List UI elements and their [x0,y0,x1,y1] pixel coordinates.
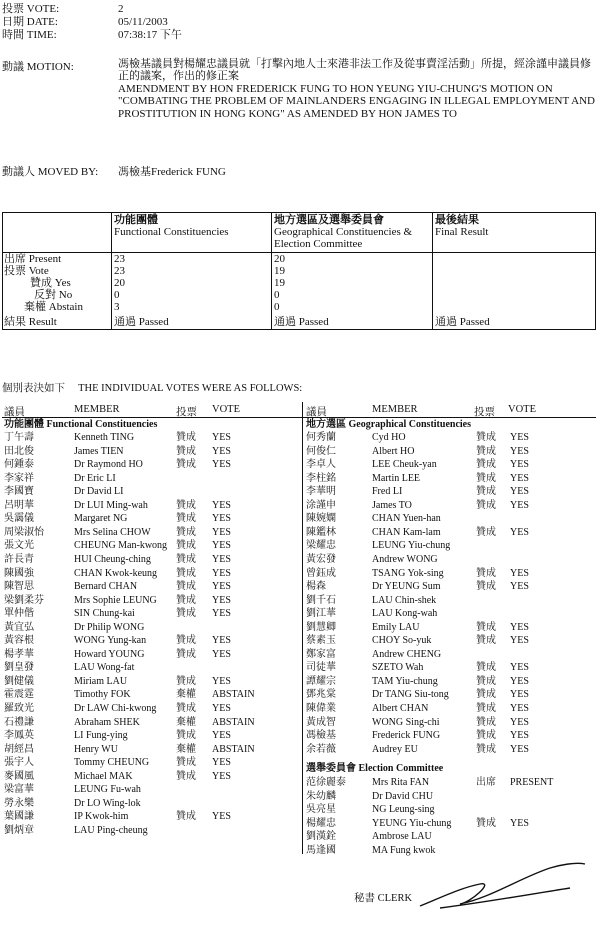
member-name-en: Fred LI [372,486,403,498]
member-name-zh: 何鍾泰 [4,459,34,471]
gc-member-row [0,500,600,512]
votes-header-underline [2,417,596,418]
member-name-zh: 陳婉嫻 [306,513,336,525]
gc-member-row [0,662,600,674]
vote-number-label: 投票 VOTE: [2,3,60,15]
member-name-en: Dr Philip WONG [74,621,145,633]
member-name-zh: 吳亮星 [306,804,336,816]
member-name-zh: 陳智思 [4,581,34,593]
gc-member-row [0,540,600,552]
vote-zh: 贊成 [476,432,496,443]
vote-zh: 贊成 [476,526,496,538]
vote-en: YES [212,581,231,593]
member-name-zh: 劉千石 [306,594,336,606]
member-name-zh: 馮檢基 [306,730,336,742]
member-name-zh: 李國寶 [4,486,34,498]
gc-member-row [0,676,600,688]
member-name-en: Dr LAW Chi-kwong [74,703,157,714]
member-name-en: NG Leung-sing [372,804,435,816]
gc-member-row [0,486,600,498]
motion-text [118,58,598,120]
member-name-en: MA Fung kwok [372,844,436,856]
member-name-zh: 周梁淑怡 [4,526,44,538]
member-name-zh: 梁耀忠 [306,540,336,552]
member-name-en: Tommy CHEUNG [74,757,150,769]
member-name-en: Dr Eric LI [74,472,116,484]
member-name-en: LAU Kong-wah [372,608,438,620]
left-header-vote-zh: 投票 [176,407,197,418]
member-name-en: TAM Yiu-chung [372,675,438,687]
signature-scribble [400,858,590,918]
col-final-en: Final Result [435,226,489,238]
vote-zh: 贊成 [176,635,196,647]
member-name-en: Margaret NG [74,513,128,525]
motion-text-line: AMENDMENT BY HON FREDERICK FUNG TO HON YEUNG YIU-CHUNG'S MOTION ON "COMBATING THE PROBLEM OF MAINLANDERS ENGAGING IN ILLEGAL EMPLOYMENT AND PROSTITUTION IN HONG KONG" AS AMENDED BY HON JAMES TO [118,82,595,120]
member-name-en: Andrew CHENG [372,648,442,660]
vote-zh: 贊成 [176,499,196,511]
member-name-zh: 朱幼麟 [306,790,336,802]
member-name-en: LEE Cheuk-yan [372,459,437,471]
motion-text-line: 馮檢基議員對楊耀忠議員就「打擊內地人士來港非法工作及從事賣淫活動」所提，經涂謹申議員修正的議案，作出的修正案 [118,58,591,83]
vote-en: YES [212,445,231,457]
member-name-en: LAU Chin-shek [372,594,437,606]
gc-member-row [0,622,600,634]
member-name-zh: 黃宜弘 [4,621,34,633]
election-committee-heading: 選舉委員會 Election Committee [306,763,444,775]
member-name-zh: 譚耀宗 [306,675,336,687]
gc-member-row [0,581,600,593]
vote-en: ABSTAIN [212,689,255,701]
member-name-en: CHAN Kam-lam [372,526,441,538]
vote-zh: 贊成 [476,472,496,484]
summary-row-label: 反對 No [34,289,73,301]
geographical-constituencies-heading: 地方選區 Geographical Constituencies [306,419,471,430]
vote-zh: 贊成 [476,499,496,511]
col-fc-en: Functional Constituencies [114,226,229,238]
left-header-member-zh: 議員 [4,407,25,418]
member-name-zh: 石禮謙 [4,716,34,728]
vote-zh: 贊成 [476,662,496,674]
summary-fc-value: 0 [114,289,120,301]
vote-en: YES [510,472,529,484]
gc-member-row [0,703,600,715]
vote-en: YES [212,608,231,620]
vote-zh: 贊成 [176,567,196,579]
vote-en: YES [212,513,231,525]
col-fc-zh: 功能團體 [114,214,158,226]
vote-en: YES [510,689,529,701]
member-name-en: IP Kwok-him [74,811,129,823]
vote-en: YES [510,445,529,457]
member-name-en: Howard YOUNG [74,648,145,660]
vote-zh: 贊成 [176,581,196,593]
member-name-zh: 楊孝華 [4,648,34,660]
clerk-label: 秘書 CLERK [354,893,413,904]
ec-member-row [0,791,600,803]
vote-zh: 贊成 [476,621,496,633]
vote-zh: 出席 [476,777,496,789]
summary-final-value: 通過 Passed [435,316,490,328]
member-name-zh: 何俊仁 [306,445,336,457]
vote-zh: 贊成 [476,675,496,687]
member-name-zh: 劉健儀 [4,675,34,687]
summary-fc-value: 3 [114,301,120,313]
member-name-zh: 范徐麗泰 [306,777,346,789]
col-final-zh: 最後結果 [435,214,479,226]
ec-member-row [0,804,600,816]
vote-zh: 贊成 [476,716,496,728]
member-name-en: Martin LEE [372,472,421,484]
vote-zh: 贊成 [176,770,196,782]
member-name-zh: 司徒華 [306,662,336,674]
member-name-en: SZETO Wah [372,662,424,674]
member-name-en: Andrew WONG [372,553,438,565]
member-name-zh: 余若薇 [306,743,336,755]
vote-en: YES [510,675,529,687]
member-name-zh: 李華明 [306,486,336,498]
member-name-en: CHEUNG Man-kwong [74,540,168,552]
member-name-en: Cyd HO [372,432,406,443]
vote-en: YES [510,817,529,829]
gc-member-row [0,568,600,580]
right-header-vote-zh: 投票 [474,407,495,418]
right-header-member-zh: 議員 [306,407,327,418]
col-gc-en2: Election Committee [274,238,363,250]
member-name-zh: 黃容根 [4,635,34,647]
ec-member-row [0,818,600,830]
left-header-vote-en: VOTE [212,404,240,415]
member-name-zh: 霍震霆 [4,689,34,701]
vote-zh: 贊成 [176,526,196,538]
vote-en: YES [212,703,231,714]
member-name-zh: 鄭家富 [306,648,336,660]
vote-zh: 贊成 [176,513,196,525]
member-name-zh: 楊耀忠 [306,817,336,829]
gc-member-row [0,513,600,525]
vote-zh: 贊成 [476,743,496,755]
vote-zh: 贊成 [176,594,196,606]
gc-member-row [0,608,600,620]
member-name-zh: 葉國謙 [4,811,34,823]
vote-zh: 贊成 [476,703,496,714]
member-name-en: Albert CHAN [372,703,429,714]
member-name-en: Mrs Rita FAN [372,777,430,789]
member-name-en: Dr David CHU [372,790,434,802]
vote-en: YES [212,635,231,647]
individual-votes-intro: 個別表決如下 THE INDIVIDUAL VOTES WERE AS FOLLOWS: [2,383,303,394]
summary-gc-value: 20 [274,253,285,265]
member-name-en: SIN Chung-kai [74,608,135,620]
vote-en: YES [212,730,231,742]
member-name-en: LAU Wong-fat [74,662,135,674]
gc-member-row [0,432,600,444]
member-name-en: Audrey EU [372,743,418,755]
vote-en: YES [510,459,529,471]
member-name-en: Dr David LI [74,486,124,498]
member-name-zh: 何秀蘭 [306,432,336,443]
member-name-zh: 黃成智 [306,716,336,728]
member-name-en: CHOY So-yuk [372,635,432,647]
member-name-zh: 曾鈺成 [306,567,336,579]
vote-en: YES [510,730,529,742]
gc-member-row [0,554,600,566]
member-name-en: James TO [372,499,412,511]
vote-en: YES [212,567,231,579]
member-name-zh: 勞永樂 [4,797,34,809]
summary-row-label: 贊成 Yes [30,277,71,289]
vote-en: YES [510,703,529,714]
date-value: 05/11/2003 [118,16,168,28]
vote-en: YES [212,594,231,606]
vote-zh: 贊成 [176,553,196,565]
vote-en: YES [212,540,231,552]
vote-zh: 贊成 [476,730,496,742]
vote-en: YES [510,662,529,674]
member-name-en: Emily LAU [372,621,420,633]
member-name-zh: 黃宏發 [306,553,336,565]
vote-en: YES [212,499,231,511]
vote-en: YES [510,621,529,633]
vote-zh: 贊成 [176,675,196,687]
member-name-zh: 陳偉業 [306,703,336,714]
summary-header-divider [2,252,596,253]
vote-zh: 贊成 [176,648,196,660]
vote-zh: 贊成 [176,459,196,471]
vote-en: YES [212,526,231,538]
member-name-zh: 劉皇發 [4,662,34,674]
member-name-en: Dr YEUNG Sum [372,581,441,593]
vote-zh: 贊成 [176,703,196,714]
vote-zh: 贊成 [476,445,496,457]
summary-gc-value: 19 [274,265,285,277]
gc-member-row [0,527,600,539]
member-name-en: Dr Raymond HO [74,459,143,471]
member-name-en: Dr LO Wing-lok [74,797,141,809]
summary-fc-value: 23 [114,253,125,265]
member-name-zh: 陳國強 [4,567,34,579]
summary-divider-3 [432,212,433,330]
mover-value: 馮檢基Frederick FUNG [118,166,226,178]
member-name-zh: 張文光 [4,540,34,552]
member-name-en: CHAN Kwok-keung [74,567,158,579]
right-header-member-en: MEMBER [372,404,418,415]
vote-zh: 贊成 [176,608,196,620]
member-name-zh: 梁劉柔芬 [4,594,44,606]
summary-row-label: 投票 Vote [4,265,49,277]
vote-zh: 棄權 [176,716,196,728]
vote-zh: 贊成 [476,486,496,498]
vote-en: ABSTAIN [212,716,255,728]
summary-gc-value: 通過 Passed [274,316,329,328]
vote-number-value: 2 [118,3,124,15]
vote-zh: 棄權 [176,743,196,755]
vote-zh: 棄權 [176,689,196,701]
member-name-en: LEUNG Yiu-chung [372,540,451,552]
member-name-en: WONG Sing-chi [372,716,440,728]
vote-zh: 贊成 [476,689,496,701]
member-name-en: WONG Yung-kan [74,635,147,647]
member-name-en: LEUNG Fu-wah [74,784,141,796]
member-name-zh: 麥國風 [4,770,34,782]
member-name-en: Ambrose LAU [372,831,432,843]
vote-en: ABSTAIN [212,743,255,755]
vote-en: YES [212,757,231,769]
member-name-zh: 吳靄儀 [4,513,34,525]
member-name-en: LI Fung-ying [74,730,128,742]
gc-member-row [0,717,600,729]
member-name-zh: 羅致光 [4,703,34,714]
vote-en: YES [212,811,231,823]
member-name-zh: 李卓人 [306,459,336,471]
functional-constituencies-heading: 功能團體 Functional Constituencies [4,419,158,430]
member-name-zh: 楊森 [306,581,326,593]
member-name-en: HUI Cheung-ching [74,553,151,565]
time-label: 時間 TIME: [2,29,57,41]
gc-member-row [0,473,600,485]
member-name-zh: 陳鑑林 [306,526,336,538]
left-header-member-en: MEMBER [74,404,120,415]
ec-member-row [0,845,600,857]
member-name-en: Henry WU [74,743,118,755]
member-name-zh: 劉慧卿 [306,621,336,633]
vote-zh: 贊成 [476,567,496,579]
member-name-zh: 李鳳英 [4,730,34,742]
summary-fc-value: 20 [114,277,125,289]
gc-member-row [0,649,600,661]
gc-member-row [0,446,600,458]
motion-label: 動議 MOTION: [2,61,74,73]
member-name-en: Frederick FUNG [372,730,441,742]
col-gc-en1: Geographical Constituencies & [274,226,413,238]
summary-gc-value: 0 [274,289,280,301]
vote-en: YES [510,432,529,443]
vote-zh: 贊成 [476,635,496,647]
vote-en: YES [510,581,529,593]
vote-en: YES [212,459,231,471]
member-name-en: LAU Ping-cheung [74,824,148,836]
vote-en: YES [510,567,529,579]
summary-fc-value: 通過 Passed [114,316,169,328]
vote-en: YES [510,635,529,647]
member-name-zh: 蔡素玉 [306,635,336,647]
vote-en: YES [212,553,231,565]
member-name-en: Dr TANG Siu-tong [372,689,449,701]
member-name-en: Kenneth TING [74,432,135,443]
vote-zh: 贊成 [176,730,196,742]
member-name-zh: 胡經昌 [4,743,34,755]
vote-en: YES [510,526,529,538]
vote-zh: 贊成 [176,811,196,823]
vote-en: YES [510,486,529,498]
gc-member-row [0,744,600,756]
summary-row-label: 結果 Result [4,316,57,328]
vote-en: YES [510,743,529,755]
summary-divider-2 [271,212,272,330]
summary-divider-1 [111,212,112,330]
member-name-zh: 李柱銘 [306,472,336,484]
summary-row-label: 出席 Present [4,253,62,265]
member-name-zh: 梁富華 [4,784,34,796]
member-name-zh: 田北俊 [4,445,34,457]
member-name-zh: 涂謹申 [306,499,336,511]
vote-en: YES [510,499,529,511]
member-name-zh: 單仲偕 [4,608,34,620]
member-name-en: Abraham SHEK [74,716,140,728]
vote-zh: 贊成 [176,540,196,552]
member-name-en: Mrs Sophie LEUNG [74,594,157,606]
vote-zh: 贊成 [476,817,496,829]
vote-en: PRESENT [510,777,554,789]
time-value: 07:38:17 下午 [118,29,182,41]
vote-zh: 贊成 [176,757,196,769]
member-name-zh: 張宇人 [4,757,34,769]
member-name-en: James TIEN [74,445,124,457]
member-name-en: Miriam LAU [74,675,128,687]
summary-table [2,212,597,330]
vote-zh: 贊成 [176,445,196,457]
member-name-zh: 馬逢國 [306,844,336,856]
date-label: 日期 DATE: [2,16,58,28]
member-name-en: Michael MAK [74,770,133,782]
member-name-zh: 劉漢銓 [306,831,336,843]
member-name-zh: 丁午壽 [4,432,34,443]
summary-fc-value: 23 [114,265,125,277]
member-name-zh: 李家祥 [4,472,34,484]
gc-member-row [0,689,600,701]
member-name-en: Albert HO [372,445,415,457]
right-header-vote-en: VOTE [508,404,536,415]
vote-zh: 贊成 [476,459,496,471]
member-name-en: Bernard CHAN [74,581,138,593]
member-name-en: Mrs Selina CHOW [74,526,151,538]
member-name-zh: 劉江華 [306,608,336,620]
member-name-en: YEUNG Yiu-chung [372,817,452,829]
member-name-zh: 許長青 [4,553,34,565]
member-name-zh: 鄧兆棠 [306,689,336,701]
mover-row [2,163,226,179]
vote-en: YES [510,716,529,728]
fc-member-row [0,757,600,769]
vote-en: YES [212,675,231,687]
member-name-zh: 劉炳章 [4,824,34,836]
member-name-en: Dr LUI Ming-wah [74,499,148,511]
vote-zh: 贊成 [476,581,496,593]
ec-member-row [0,777,600,789]
member-name-en: TSANG Yok-sing [372,567,444,579]
ec-member-row [0,831,600,843]
member-name-en: CHAN Yuen-han [372,513,441,525]
gc-member-row [0,459,600,471]
gc-member-row [0,730,600,742]
summary-row-label: 棄權 Abstain [24,301,83,313]
vote-en: YES [212,648,231,660]
summary-gc-value: 19 [274,277,285,289]
summary-gc-value: 0 [274,301,280,313]
gc-member-row [0,595,600,607]
vote-zh: 贊成 [176,432,196,443]
gc-member-row [0,635,600,647]
vote-en: YES [212,432,231,443]
col-gc-zh: 地方選區及選舉委員會 [274,214,384,226]
mover-label: 動議人 MOVED BY: [2,166,99,178]
member-name-en: Timothy FOK [74,689,131,701]
vote-en: YES [212,770,231,782]
member-name-zh: 呂明華 [4,499,34,511]
